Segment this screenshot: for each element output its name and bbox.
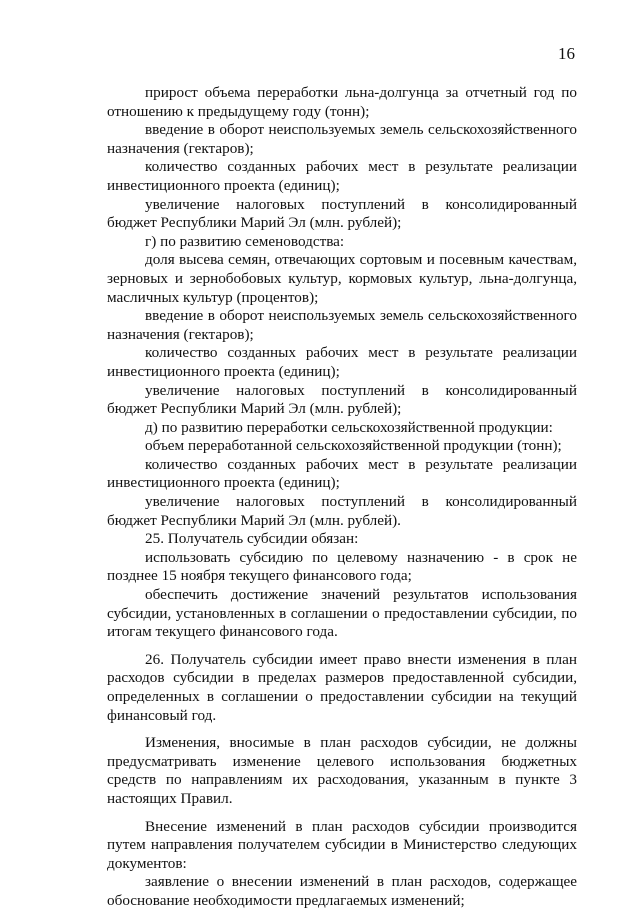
paragraph: г) по развитию семеноводства: bbox=[145, 232, 345, 250]
document-body bbox=[107, 84, 577, 911]
paragraph: использовать субсидию по целевому назначению - в срок не позднее 15 ноября текущего финансового года; bbox=[107, 548, 577, 585]
paragraph: д) по развитию переработки сельскохозяйственной продукции: bbox=[145, 418, 553, 436]
paragraph: введение в оборот неиспользуемых земель сельскохозяйственного назначения (гектаров); bbox=[107, 121, 577, 157]
paragraph: прирост объема переработки льна-долгунца за отчетный год по отношению к предыдущему году (тонн); bbox=[107, 84, 577, 120]
paragraph: обеспечить достижение значений результатов использования субсидии, установленных в соглашении о предоставлении субсидии, по итогам текущего финансового года. bbox=[107, 586, 577, 641]
paragraph: 25. Получатель субсидии обязан: bbox=[145, 530, 359, 548]
paragraph: доля высева семян, отвечающих сортовым и посевным качествам, зерновых и зернобобовых культур, кормовых культур, льна-долгунца, масличных культур (процентов); bbox=[107, 251, 577, 306]
paragraph: увеличение налоговых поступлений в консолидированный бюджет Республики Марий Эл (млн. рублей); bbox=[107, 381, 577, 418]
page-number: 16 bbox=[558, 44, 575, 63]
paragraph: Изменения, вносимые в план расходов субсидии, не должны предусматривать изменение целевого использования бюджетных средств по направлениям их расходования, указанным в пункте 3 настоящих Правил. bbox=[107, 734, 577, 807]
paragraph: введение в оборот неиспользуемых земель сельскохозяйственного назначения (гектаров); bbox=[107, 307, 577, 343]
paragraph: увеличение налоговых поступлений в консолидированный бюджет Республики Марий Эл (млн. рублей). bbox=[107, 493, 577, 529]
paragraph: объем переработанной сельскохозяйственной продукции (тонн); bbox=[145, 437, 562, 455]
paragraph: заявление о внесении изменений в план расходов, содержащее обоснование необходимости предлагаемых изменений; bbox=[107, 873, 577, 909]
paragraph: количество созданных рабочих мест в результате реализации инвестиционного проекта (единиц); bbox=[107, 455, 577, 492]
paragraph: количество созданных рабочих мест в результате реализации инвестиционного проекта (единиц); bbox=[107, 158, 577, 194]
paragraph: Внесение изменений в план расходов субсидии производится путем направления получателем субсидии в Министерство следующих документов: bbox=[107, 817, 577, 872]
paragraph: увеличение налоговых поступлений в консолидированный бюджет Республики Марий Эл (млн. рублей); bbox=[107, 195, 577, 232]
paragraph: количество созданных рабочих мест в результате реализации инвестиционного проекта (единиц); bbox=[107, 344, 577, 380]
paragraph: 26. Получатель субсидии имеет право внести изменения в план расходов субсидии в пределах размеров предоставленной субсидии, определенных в соглашении о предоставлении субсидии на текущий финансовый год. bbox=[107, 650, 577, 724]
